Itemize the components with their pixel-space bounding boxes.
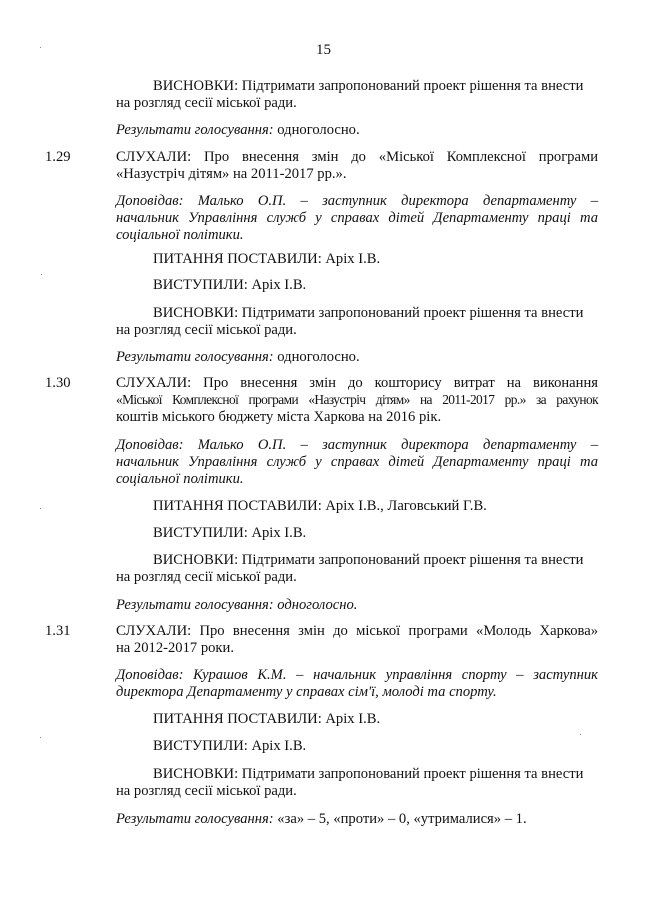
scan-speck — [40, 737, 41, 738]
vote-result — [116, 348, 360, 366]
heard-line-3: коштів міського бюджету міста Харкова на 2016 рік. — [116, 409, 442, 425]
vote-result — [116, 121, 360, 139]
spoke-line: ВИСТУПИЛИ: Аріх І.В. — [153, 277, 307, 293]
conclusions-line-1: ВИСНОВКИ: Підтримати запропонований проект рішення та внести — [153, 552, 584, 568]
heard-line-2: «Назустріч дітям» на 2011-2017 рр.». — [116, 166, 347, 182]
heard-line-2: «Міської Комплексної програми «Назустріч дітям» на 2011-2017 рр.» за рахунок — [116, 392, 598, 407]
conclusions-line-2: на розгляд сесії міської ради. — [116, 569, 297, 585]
item-number: 1.29 — [45, 149, 71, 165]
heard-line-1: СЛУХАЛИ: Про внесення змін до міської програми «Молодь Харкова» — [116, 623, 598, 639]
scan-speck — [40, 508, 41, 509]
vote-value: одноголосно. — [273, 122, 360, 138]
speaker-line-1: Доповідав: Малько О.П. – заступник директора департаменту – — [116, 437, 598, 453]
conclusions-line-2: на розгляд сесії міської ради. — [116, 322, 297, 338]
speaker-line-1: Доповідав: Курашов К.М. – начальник управління спорту – заступник — [116, 667, 598, 683]
conclusions-line-1: ВИСНОВКИ: Підтримати запропонований проект рішення та внести — [153, 766, 584, 782]
scan-speck — [41, 274, 42, 275]
questions-line: ПИТАННЯ ПОСТАВИЛИ: Аріх І.В. — [153, 711, 381, 727]
questions-line: ПИТАННЯ ПОСТАВИЛИ: Аріх І.В. — [153, 251, 381, 267]
heard-line-1: СЛУХАЛИ: Про внесення змін до «Міської Комплексної програми — [116, 149, 598, 165]
conclusions-line-1: ВИСНОВКИ: Підтримати запропонований проект рішення та внести — [153, 78, 584, 94]
speaker-line-3: соціальної політики. — [116, 471, 244, 487]
vote-result: Результати голосування: одноголосно. — [116, 597, 358, 613]
spoke-line: ВИСТУПИЛИ: Аріх І.В. — [153, 525, 307, 541]
vote-value: одноголосно. — [273, 349, 360, 365]
spoke-line: ВИСТУПИЛИ: Аріх І.В. — [153, 738, 307, 754]
vote-label: Результати голосування: — [116, 122, 274, 138]
heard-line-1: СЛУХАЛИ: Про внесення змін до кошторису витрат на виконання — [116, 375, 598, 391]
scan-speck — [40, 47, 41, 48]
speaker-line-1: Доповідав: Малько О.П. – заступник директора департаменту – — [116, 193, 598, 209]
heard-line-2: на 2012-2017 роки. — [116, 640, 234, 656]
item-number: 1.31 — [45, 623, 71, 639]
scan-speck — [580, 734, 581, 735]
conclusions-line-2: на розгляд сесії міської ради. — [116, 783, 297, 799]
questions-line: ПИТАННЯ ПОСТАВИЛИ: Аріх І.В., Лаговський Г.В. — [153, 498, 487, 514]
vote-result — [116, 810, 527, 828]
page-number: 15 — [316, 42, 331, 58]
speaker-line-2: начальник Управління служб у справах дітей Департаменту праці та — [116, 210, 598, 226]
vote-label: Результати голосування: — [116, 811, 274, 827]
conclusions-line-1: ВИСНОВКИ: Підтримати запропонований проект рішення та внести — [153, 305, 584, 321]
vote-value: «за» – 5, «проти» – 0, «утрималися» – 1. — [273, 811, 527, 827]
conclusions-line-2: на розгляд сесії міської ради. — [116, 95, 297, 111]
speaker-line-2: директора Департаменту у справах сім'ї, молоді та спорту. — [116, 684, 497, 700]
speaker-line-2: начальник Управління служб у справах дітей Департаменту праці та — [116, 454, 598, 470]
vote-label: Результати голосування: — [116, 349, 274, 365]
item-number: 1.30 — [45, 375, 71, 391]
speaker-line-3: соціальної політики. — [116, 227, 244, 243]
